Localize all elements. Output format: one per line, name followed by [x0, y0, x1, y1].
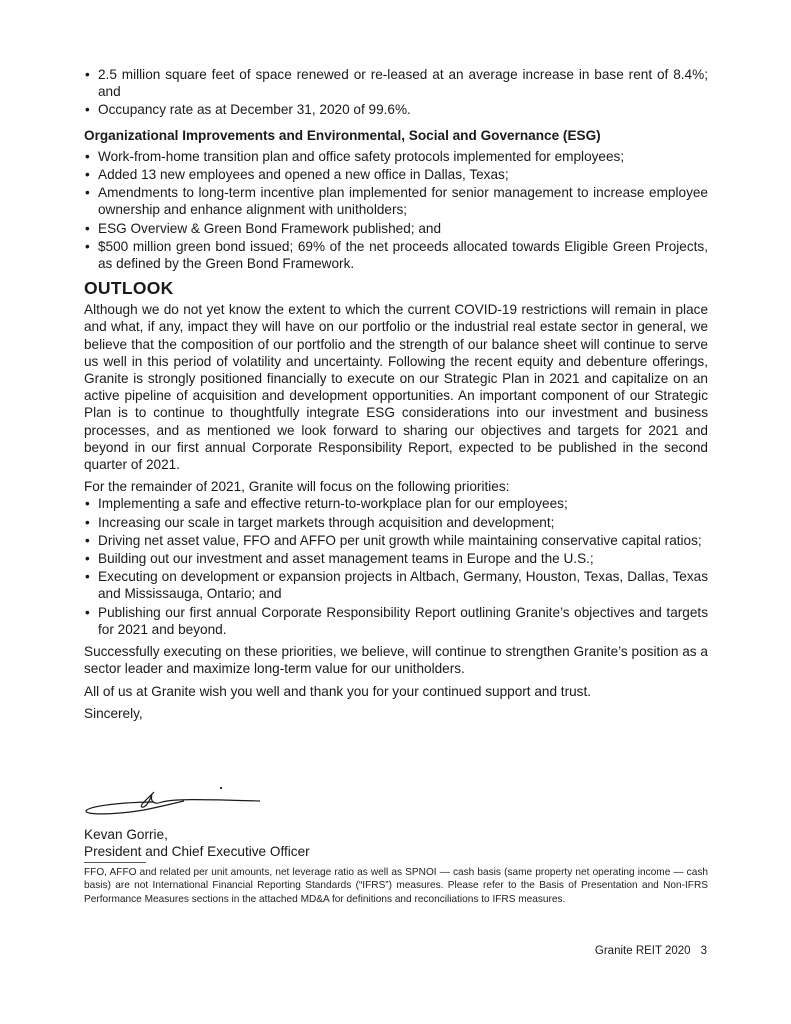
closing-salutation: Sincerely,	[84, 705, 143, 721]
page-footer	[595, 945, 707, 957]
list-item: • Added 13 new employees and opened a new office in Dallas, Texas;	[84, 166, 708, 183]
list-item: • Publishing our first annual Corporate Responsibility Report outlining Granite’s objectives and targets for 2021 and beyond.	[84, 604, 708, 638]
esg-heading: Organizational Improvements and Environmental, Social and Governance (ESG)	[84, 127, 601, 143]
esg-bullet-list	[84, 148, 708, 272]
signer-name: Kevan Gorrie,	[84, 827, 168, 842]
signer-block	[84, 826, 310, 860]
list-item: • Implementing a safe and effective return-to-workplace plan for our employees;	[84, 495, 708, 512]
priorities-intro: For the remainder of 2021, Granite will focus on the following priorities:	[84, 479, 510, 495]
thanks-paragraph: All of us at Granite wish you well and thank you for your continued support and trust.	[84, 683, 592, 699]
results-bullet-list	[84, 66, 708, 119]
footnote-divider	[84, 862, 146, 863]
outlook-heading: OUTLOOK	[84, 278, 174, 299]
page-number: 3	[700, 945, 707, 957]
list-item: • Driving net asset value, FFO and AFFO per unit growth while maintaining conservative capital ratios;	[84, 532, 708, 549]
list-item: • Increasing our scale in target markets through acquisition and development;	[84, 514, 708, 531]
list-item: • Building out our investment and asset management teams in Europe and the U.S.;	[84, 550, 708, 567]
signer-title: President and Chief Executive Officer	[84, 844, 310, 860]
outlook-paragraph: Although we do not yet know the extent to which the current COVID-19 restrictions will remain in place and what, if any, impact they will have on our portfolio or the industrial real estate sector in general, we believe that the composition of our portfolio and the strength of our balance sheet will continue to serve us well in this period of volatility and uncertainty. Following the recent equity and debenture offerings, Granite is strongly positioned financially to execute on our Strategic Plan in 2021 and capitalize on an active pipeline of acquisition and development opportunities. An important component of our Strategic Plan is to continue to thoughtfully integrate ESG considerations into our investment and business processes, and as mentioned we look forward to sharing our objectives and targets for 2021 and beyond in our first annual Corporate Responsibility Report, expected to be published in the second quarter of 2021.	[84, 302, 708, 473]
list-item: • ESG Overview & Green Bond Framework published; and	[84, 220, 708, 237]
footer-label: Granite REIT 2020	[594, 945, 691, 957]
priorities-bullet-list	[84, 495, 708, 638]
list-item: • Amendments to long-term incentive plan implemented for senior management to increase employee ownership and enhance alignment with unitholders;	[84, 184, 708, 218]
closing-paragraph: Successfully executing on these priorities, we believe, will continue to strengthen Granite’s position as a sector leader and maximize long-term value for our unitholders.	[84, 644, 708, 677]
signature-image	[84, 780, 264, 820]
list-item: • $500 million green bond issued; 69% of the net proceeds allocated towards Eligible Green Projects, as defined by the Green Bond Framework.	[84, 238, 708, 272]
footnote: FFO, AFFO and related per unit amounts, net leverage ratio as well as SPNOI — cash basis (same property net operating income — cash basis) are not International Financial Reporting Standards (“IFRS”) measures. Please refer to the Basis of Presentation and Non-IFRS Performance Measures sections in the attached MD&A for definitions and reconciliations to IFRS measures.	[84, 867, 708, 905]
list-item: • 2.5 million square feet of space renewed or re-leased at an average increase in base rent of 8.4%; and	[84, 66, 708, 100]
list-item: • Executing on development or expansion projects in Altbach, Germany, Houston, Texas, Dallas, Texas and Mississauga, Ontario; and	[84, 568, 708, 602]
list-item: • Occupancy rate as at December 31, 2020 of 99.6%.	[84, 101, 708, 118]
letter-body	[84, 66, 708, 727]
list-item: • Work-from-home transition plan and office safety protocols implemented for employees;	[84, 148, 708, 165]
